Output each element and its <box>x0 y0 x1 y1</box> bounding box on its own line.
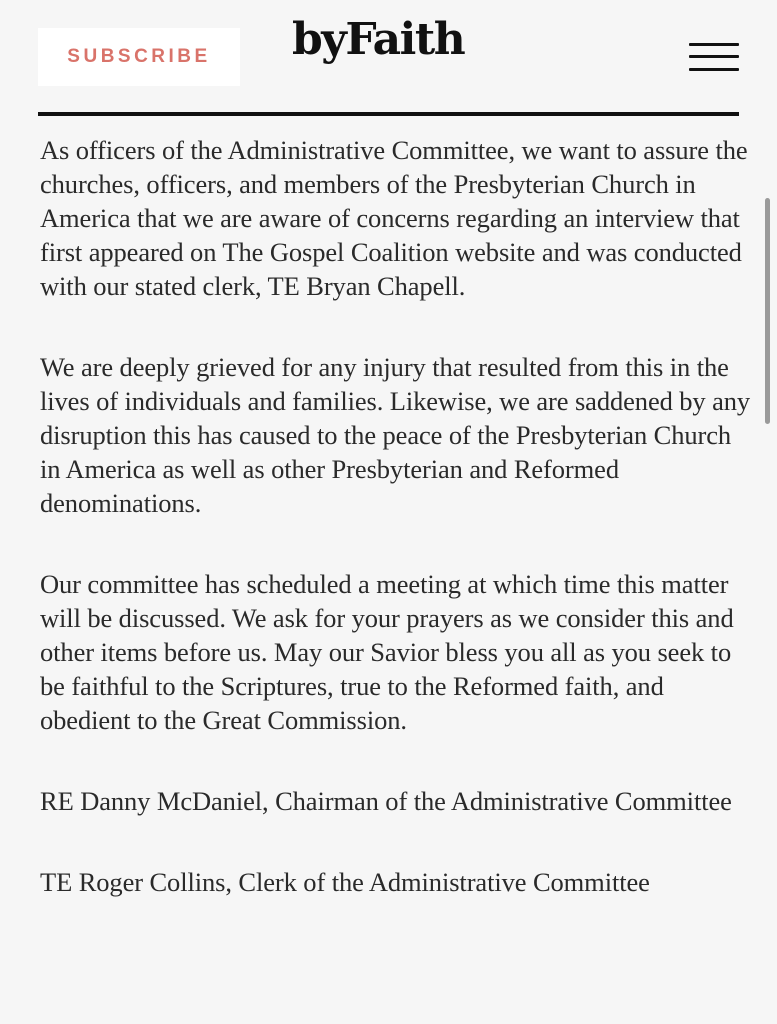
byfaith-logo[interactable]: byFaith <box>292 14 465 65</box>
paragraph-meeting: Our committee has scheduled a meeting at which time this matter will be discussed. We ask for your prayers as we consider this and other items before us. May our Savior bless you all as you seek to be faithful to the Scriptures, true to the Reformed faith, and obedient to the Great Commission. <box>40 569 734 735</box>
header-divider <box>38 112 739 116</box>
menu-bar <box>689 68 739 71</box>
paragraph-intro: As officers of the Administrative Committee, we want to assure the churches, officers, and members of the Presbyterian Church in America that we are aware of concerns regarding an interview that first appeared on The Gospel Coalition website and was conducted with our stated clerk, TE Bryan Chapell. <box>40 135 748 301</box>
signature-chairman: RE Danny McDaniel, Chairman of the Administrative Committee <box>40 786 732 816</box>
scrollbar-thumb[interactable] <box>765 198 770 424</box>
subscribe-button[interactable]: SUBSCRIBE <box>38 28 240 86</box>
site-header <box>0 0 777 118</box>
article-body <box>40 133 752 946</box>
signature-clerk: TE Roger Collins, Clerk of the Administrative Committee <box>40 867 650 897</box>
menu-bar <box>689 55 739 58</box>
menu-bar <box>689 43 739 46</box>
hamburger-menu-icon[interactable] <box>689 43 739 71</box>
paragraph-grieved: We are deeply grieved for any injury that resulted from this in the lives of individuals and families. Likewise, we are saddened by any disruption this has caused to the peace of the Presbyterian Church in America as well as other Presbyterian and Reformed denominations. <box>40 352 751 518</box>
